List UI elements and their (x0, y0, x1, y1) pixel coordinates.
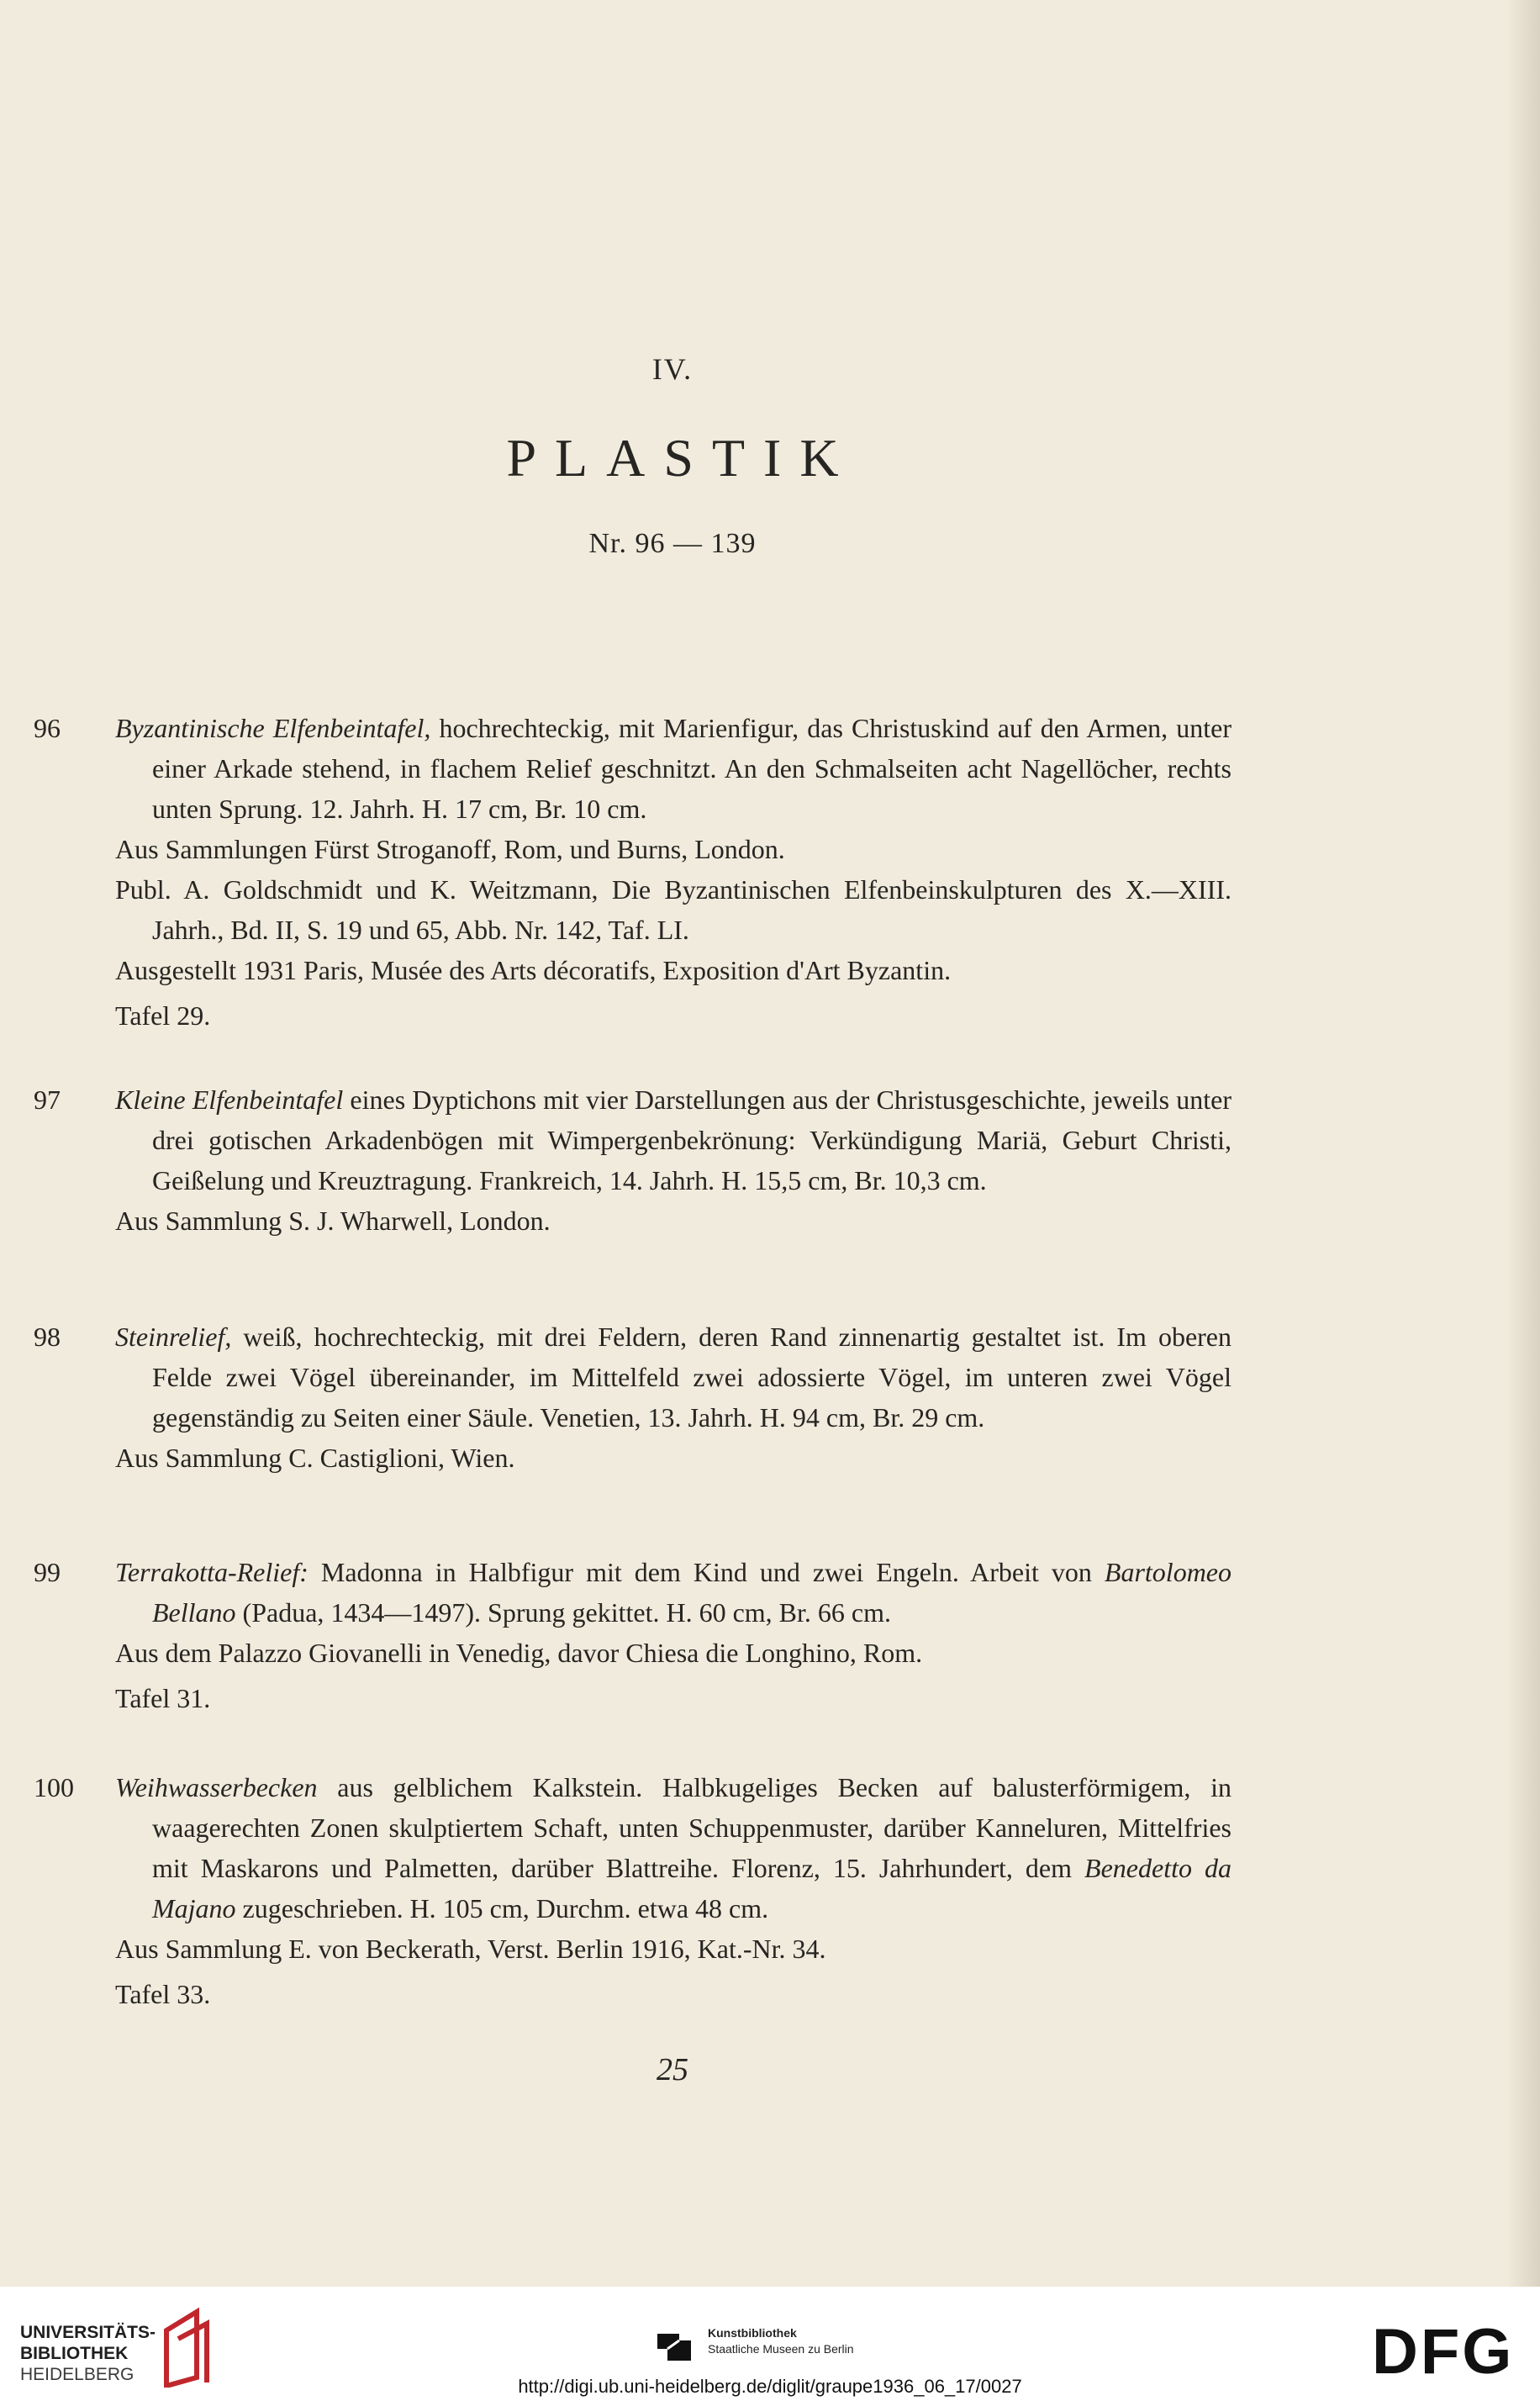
artist-name: Bartolomeo Bellano (152, 1557, 1231, 1628)
catalogue-entry-96 (34, 708, 1231, 1036)
entry-description: Madonna in Halbfigur mit dem Kind und zwei Engeln. Arbeit von (308, 1557, 1105, 1587)
entry-description: aus gelblichem Kalkstein. Halbkugeliges Becken auf balusterförmigem, in waagerechten Zonen skulptiertem Schaft, unten Schuppenmuster, darüber Kanneluren, Mittelfries mit Maskarons und Palmetten, darüber Blattreihe. Florenz, 15. Jahrhundert, dem (152, 1772, 1231, 1883)
artist-name: Benedetto da Majano (152, 1853, 1232, 1923)
catalogue-entry-100 (34, 1767, 1231, 2014)
catalogue-entry-98 (34, 1317, 1231, 1478)
kunstbibliothek-logo-icon[interactable] (656, 2330, 693, 2364)
dfg-logo[interactable]: DFG (1372, 2316, 1515, 2388)
entry-number: 97 (34, 1084, 61, 1115)
entry-title: Steinrelief, (115, 1322, 232, 1352)
entry-number: 96 (34, 713, 61, 743)
entry-title: Kleine Elfenbeintafel (115, 1084, 344, 1115)
library-name-line-1: UNIVERSITÄTS- (20, 2323, 156, 2342)
entry-description: eines Dyptichons mit vier Darstellungen aus der Christusgeschichte, jeweils unter drei gotischen Arkadenbögen mit Wimpergenbekrönung: Verkündigung Mariä, Geburt Christi, Geißelung und Kreuztragung. Frankreich, 14. Jahrh. H. 15,5 cm, Br. 10,3 cm. (152, 1084, 1232, 1195)
entry-description-cont: (Padua, 1434—1497). Sprung gekittet. H. 60 cm, Br. 66 cm. (235, 1597, 891, 1628)
entry-number: 99 (34, 1557, 61, 1587)
publication-note: Publ. A. Goldschmidt und K. Weitzmann, Die Byzantinischen Elfenbeinskulpturen des X.—XIII. Jahrh., Bd. II, S. 19 und 65, Abb. Nr. 142, Taf. LI. (115, 874, 1231, 945)
catalogue-entry-99 (34, 1552, 1231, 1718)
provenance-note: Aus Sammlung C. Castiglioni, Wien. (115, 1443, 515, 1473)
provenance-note: Aus Sammlung E. von Beckerath, Verst. Berlin 1916, Kat.-Nr. 34. (115, 1934, 826, 1964)
page-number: 25 (657, 2052, 688, 2087)
library-name-line-3: HEIDELBERG (20, 2365, 134, 2384)
catalogue-entry-97 (34, 1079, 1231, 1241)
exhibition-note: Ausgestellt 1931 Paris, Musée des Arts décoratifs, Exposition d'Art Byzantin. (115, 955, 952, 985)
library-name-line-2: BIBLIOTHEK (20, 2344, 129, 2363)
catalogue-range: Nr. 96 — 139 (588, 528, 757, 559)
permalink-url[interactable]: http://digi.ub.uni-heidelberg.de/diglit/graupe1936_06_17/0027 (518, 2376, 1022, 2397)
plate-reference: Tafel 31. (115, 1683, 211, 1713)
entry-title: Byzantinische Elfenbeintafel, (115, 713, 431, 743)
entry-title: Terrakotta-Relief: (115, 1557, 309, 1587)
provenance-note: Aus dem Palazzo Giovanelli in Venedig, davor Chiesa die Longhino, Rom. (115, 1638, 923, 1668)
entry-description: weiß, hochrechteckig, mit drei Feldern, deren Rand zinnenartig gestaltet ist. Im oberen Felde zwei Vögel übereinander, im Mittelfeld zwei adossierte Vögel, im unteren zwei Vögel gegenständig zu Seiten einer Säule. Venetien, 13. Jahrh. H. 94 cm, Br. 29 cm. (152, 1322, 1231, 1433)
kunstbibliothek-title: Kunstbibliothek (708, 2326, 797, 2340)
plate-reference: Tafel 33. (115, 1979, 211, 2009)
plate-reference: Tafel 29. (115, 1000, 211, 1031)
digitization-footer (0, 2287, 1540, 2401)
kunstbibliothek-name[interactable] (708, 2325, 854, 2357)
entry-number: 100 (34, 1772, 74, 1802)
entry-description: hochrechteckig, mit Marienfigur, das Christuskind auf den Armen, unter einer Arkade stehend, in flachem Relief geschnitzt. An den Schmalseiten acht Nagellöcher, rechts unten Sprung. 12. Jahrh. H. 17 cm, Br. 10 cm. (152, 713, 1232, 824)
entry-title: Weihwasserbecken (115, 1772, 318, 1802)
entry-description-cont: zugeschrieben. H. 105 cm, Durchm. etwa 48 cm. (235, 1893, 769, 1923)
section-number: IV. (651, 352, 694, 386)
provenance-note: Aus Sammlung S. J. Wharwell, London. (115, 1206, 551, 1236)
provenance-note: Aus Sammlungen Fürst Stroganoff, Rom, und Burns, London. (115, 834, 785, 864)
entry-number: 98 (34, 1322, 61, 1352)
section-title: PLASTIK (506, 428, 857, 488)
kunstbibliothek-subtitle: Staatliche Museen zu Berlin (708, 2342, 854, 2356)
